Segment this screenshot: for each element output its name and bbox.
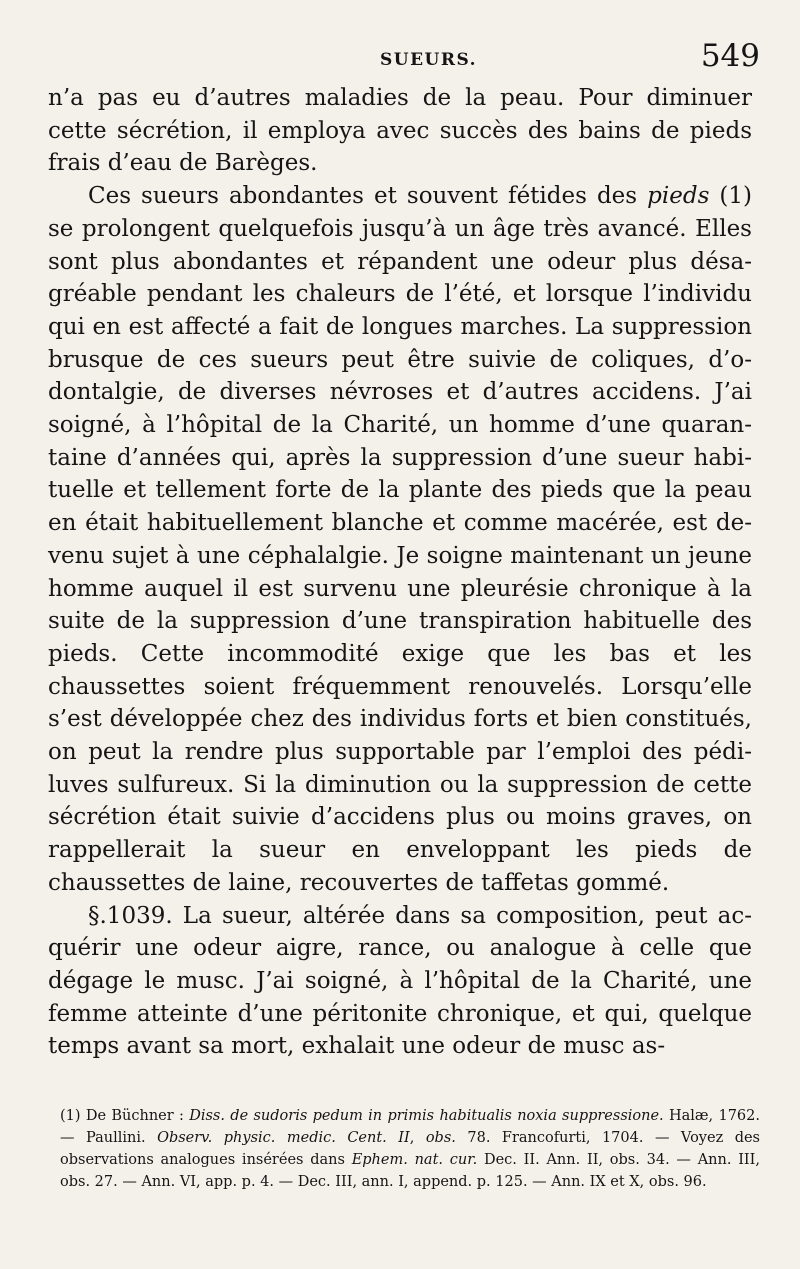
emphasis-pieds: pieds (647, 183, 710, 210)
footnote-text-3: 78. Francofurti, 1704. — Voyez des observations analogues insérées dans (60, 1130, 760, 1168)
paragraph-sueurs-pieds (48, 180, 752, 899)
footnote-text-1: Halæ, 1762. — Paullini. (60, 1108, 760, 1146)
paragraph-text-start: Ces sueurs abondantes et souvent fétides des (88, 183, 648, 210)
body-text (48, 82, 752, 1063)
running-head: SUEURS. (380, 50, 478, 70)
footnote-title-4: Ephem. nat. cur. (351, 1152, 478, 1168)
footnote-title-3: obs. (425, 1130, 456, 1146)
footnote-text-4: Dec. II. Ann. II, obs. 34. — Ann. III, obs. 27. — Ann. VI, app. p. 4. — Dec. III, ann. I, append. p. 125. — Ann. IX et X, obs. 96. (60, 1152, 760, 1190)
paragraph-continued: n’a pas eu d’autres maladies de la peau. Pour diminuer cette sécrétion, il employa avec succès des bains de pieds frais d’eau de Barèges. (48, 85, 752, 177)
footnote-1 (60, 1105, 760, 1193)
paragraph-section-1039: §.1039. La sueur, altérée dans sa composition, peut acquérir une odeur aigre, rance, ou analogue à celle que dégage le musc. J’ai soigné, à l’hôpital de la Charité, une femme atteinte d’une péritonite chronique, et qui, quelque temps avant sa mort, exhalait une odeur de musc as- (48, 902, 752, 1060)
footnote-title-2: Observ. physic. medic. Cent. II (157, 1130, 410, 1146)
page-header (40, 38, 760, 86)
footnote-title-1: Diss. de sudoris pedum in primis habitualis noxia suppressione. (189, 1108, 664, 1124)
footnote-marker: (1) De Büchner : (60, 1108, 190, 1124)
footnote-block (60, 1105, 760, 1193)
page-number: 549 (700, 38, 760, 74)
footnote-text-2: , (409, 1130, 426, 1146)
paragraph-text-rest: (1) se prolongent quelquefois jusqu’à un âge très avancé. Elles sont plus abondantes et répandent une odeur plus désagréable pendant les chaleurs de l’été, et lorsque l’individu qui en est affecté a fait de longues marches. La suppression brusque de ces sueurs peut être suivie de coliques, d’odontalgie, de diverses névroses et d’autres accidens. J’ai soigné, à l’hôpital de la Charité, un homme d’une quarantaine d’années qui, après la suppression d’une sueur habituelle et tellement forte de la plante des pieds que la peau en était habituellement blanche et comme macérée, est devenu sujet à une céphalalgie. Je soigne maintenant un jeune homme auquel il est survenu une pleurésie chronique à la suite de la suppression d’une transpiration habituelle des pieds. Cette incommodité exige que les bas et les chaussettes soient fréquemment renouvelés. Lorsqu’elle s’est développée chez des individus forts et bien constitués, on peut la rendre plus supportable par l’emploi des pédiluves sulfureux. Si la diminution ou la suppression de cette sécrétion était suivie d’accidens plus ou moins graves, on rappellerait la sueur en enveloppant les pieds de chaussettes de laine, recouvertes de taffetas gommé. (48, 183, 752, 896)
